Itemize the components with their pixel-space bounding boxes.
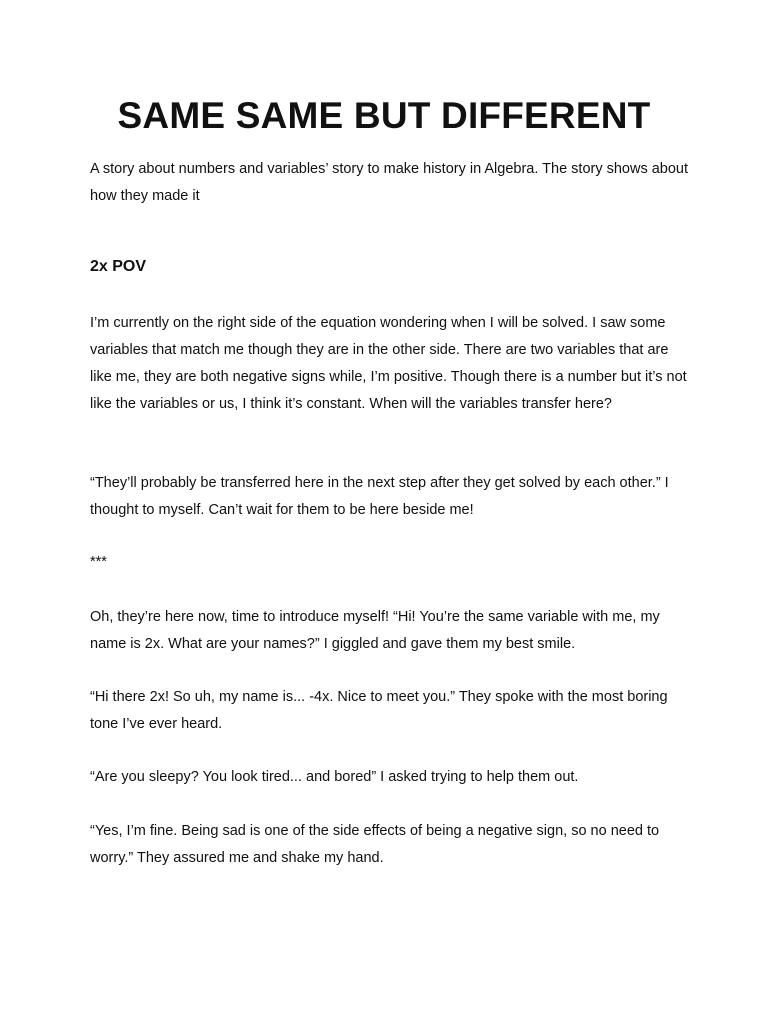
document-title: SAME SAME BUT DIFFERENT	[117, 95, 651, 136]
story-paragraph: “Are you sleepy? You look tired... and bored” I asked trying to help them out.	[90, 769, 579, 785]
story-paragraph: Oh, they’re here now, time to introduce myself! “Hi! You’re the same variable with me, my name is 2x. What are your names?” I giggled and gave them my best smile.	[90, 609, 660, 652]
story-paragraph: “Hi there 2x! So uh, my name is... -4x. Nice to meet you.” They spoke with the most boring tone I’ve ever heard.	[90, 689, 668, 732]
intro-paragraph: A story about numbers and variables’ story to make history in Algebra. The story shows about how they made it	[90, 161, 689, 204]
section-heading: 2x POV	[90, 258, 147, 275]
scene-separator: ***	[90, 554, 107, 570]
story-paragraph: I’m currently on the right side of the equation wondering when I will be solved. I saw some variables that match me though they are in the other side. There are two variables that are like me, they are both negative signs while, I’m positive. Though there is a number but it’s not like the variables or us, I think it’s constant. When will the variables transfer here?	[90, 315, 687, 412]
story-paragraph: “Yes, I’m fine. Being sad is one of the side effects of being a negative sign, so no need to worry.” They assured me and shake my hand.	[90, 823, 660, 866]
story-paragraph: “They’ll probably be transferred here in the next step after they get solved by each other.” I thought to myself. Can’t wait for them to be here beside me!	[90, 475, 669, 518]
